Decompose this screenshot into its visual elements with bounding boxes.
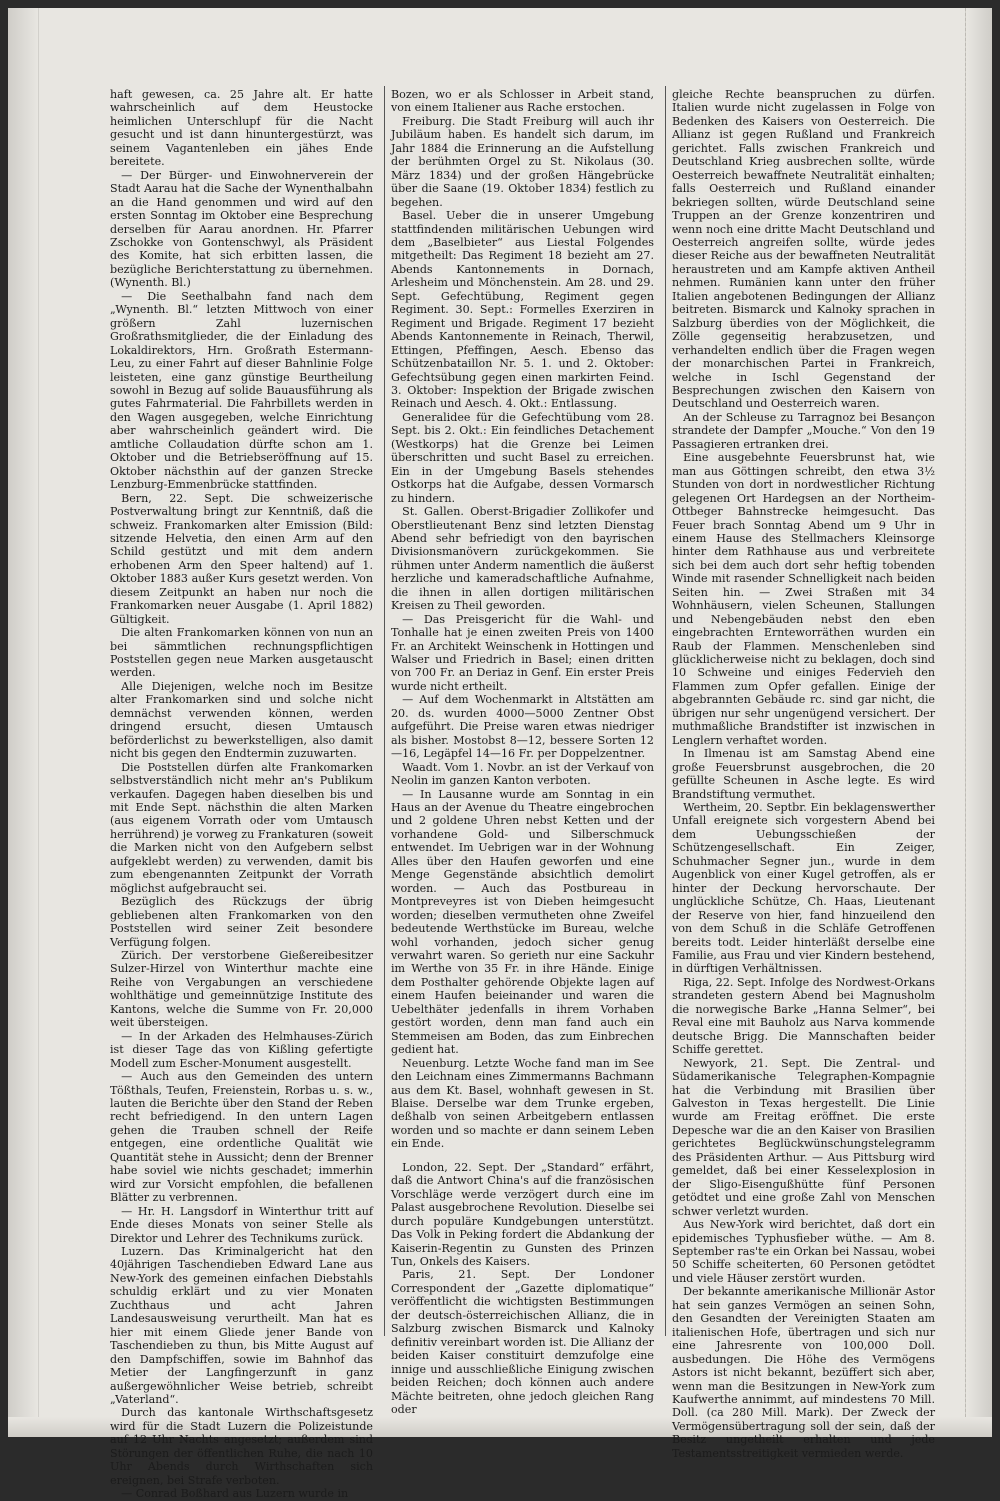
text-column-3: [672, 88, 935, 1460]
article-paragraph: — Das Preisgericht für die Wahl- und Tonhalle hat je einen zweiten Preis von 1400 Fr. an Architekt Weinschenk in Hottingen und Walser und Friedrich in Basel; einen dritten von 700 Fr. an Deriaz in Genf. Ein erster Preis wurde nicht ertheilt.: [391, 612, 654, 693]
article-paragraph: Die alten Frankomarken können von nun an bei sämmtlichen rechnungspflichtigen Poststellen gegen neue Marken ausgetauscht werden.: [110, 626, 373, 680]
article-paragraph: — Conrad Boßhard aus Luzern wurde in: [121, 1487, 349, 1501]
article-paragraph: — Die Seethalbahn fand nach dem „Wynenth. Bl.“ letzten Mittwoch von einer größern Zahl luzernischen Großrathsmitglieder, die der Einladung des Lokaldirektors, Hrn. Großrath Estermann-Leu, zu einer Fahrt auf dieser Bahnlinie Folge leisteten, eine ganz günstige Beurtheilung sowohl in Bezug auf solide Bauausführung als gutes Fahrmaterial. Die Fahrbillets werden in den Wagen ausgegeben, welche Einrichtung aber wahrscheinlich geändert wird. Die amtliche Collaudation dürfte schon am 1. Oktober und die Betriebseröffnung auf 15. Oktober nächsthin auf der ganzen Strecke Lenzburg-Emmenbrücke stattfinden.: [110, 289, 373, 492]
article-paragraph: Zürich. Der verstorbene Gießereibesitzer Sulzer-Hirzel von Winterthur machte eine Reihe von Vergabungen an verschiedene wohlthätige und gemeinnützige Institute des Kantons, welche die Summe von Fr. 20,000 weit übersteigen.: [110, 949, 373, 1030]
article-paragraph: Eine ausgebehnte Feuersbrunst hat, wie man aus Göttingen schreibt, den etwa 3½ Stunden von dort in nordwestlicher Richtung gelegenen Ort Hardegsen an der Northeim-Ottbeger Bahnstrecke heimgesucht. Das Feuer brach Sonntag Abend um 9 Uhr in einem Hause des Stellmachers Kleinsorge hinter dem Rathhause aus und verbreitete sich bei dem auch dort sehr heftig tobenden Winde mit rasender Schnelligkeit nach beiden Seiten hin. — Zwei Straßen mit 34 Wohnhäusern, vielen Scheunen, Stallungen und Nebengebäuden nebst den eben eingebrachten Ernteworräthen wurden ein Raub der Flammen. Menschenleben sind glücklicherweise nicht zu beklagen, doch sind 10 Schweine und einiges Federvieh den Flammen zum Opfer gefallen. Einige der abgebrannten Gebäude rc. sind gar nicht, die übrigen nur sehr ungenügend versichert. Der muthmaßliche Brandstifter ist inzwischen in Lenglern verhaftet worden.: [672, 451, 935, 747]
article-paragraph: Luzern. Das Kriminalgericht hat den 40jährigen Taschendieben Edward Lane aus New-York des gemeinen einfachen Diebstahls schuldig erklärt und zu vier Monaten Zuchthaus und acht Jahren Landesausweisung verurtheilt. Man hat es hier mit einem Gliede jener Bande von Taschendieben zu thun, bis Mitte August auf den Dampfschiffen, sowie im Bahnhof das Metier der Langfingerzunft in ganz außergewöhnlicher Weise betrieb, schreibt „Vaterland“.: [110, 1244, 373, 1406]
article-paragraph: An der Schleuse zu Tarragnoz bei Besançon strandete der Dampfer „Mouche.“ Von den 19 Passagieren ertranken drei.: [672, 410, 935, 451]
article-paragraph: — In Lausanne wurde am Sonntag in ein Haus an der Avenue du Theatre eingebrochen und 2 goldene Uhren nebst Ketten und der vorhandene Gold- und Silberschmuck entwendet. Im Uebrigen war in der Wohnung Alles über den Haufen geworfen und eine Menge Gegenstände absichtlich demolirt worden. — Auch das Postbureau in Montpreveyres ist von Dieben heimgesucht worden; dieselben vermutheten ohne Zweifel bedeutende Werthstücke im Bureau, welche wohl vorhanden, jedoch sicher genug verwahrt waren. So gerieth nur eine Sackuhr im Werthe von 35 Fr. in ihre Hände. Einige dem Posthalter gehörende Objekte lagen auf einem Haufen beieinander und waren die Uebelthäter jedenfalls in ihrem Vorhaben gestört worden, denn man fand auch ein Stemmeisen am Boden, das zum Einbrechen gedient hat.: [391, 787, 654, 1057]
article-paragraph: — Auf dem Wochenmarkt in Altstätten am 20. ds. wurden 4000—5000 Zentner Obst aufgeführt. Die Preise waren etwas niedriger als bisher. Mostobst 8—12, bessere Sorten 12—16, Legäpfel 14—16 Fr. per Doppelzentner.: [391, 693, 654, 761]
article-paragraph: haft gewesen, ca. 25 Jahre alt. Er hatte wahrscheinlich auf dem Heustocke heimlichen Unterschlupf für die Nacht gesucht und ist dann hinuntergestürzt, was seinem Vagantenleben ein jähes Ende bereitete.: [110, 88, 373, 169]
article-paragraph: Basel. Ueber die in unserer Umgebung stattfindenden militärischen Uebungen wird dem „Baselbieter“ aus Liestal Folgendes mitgetheilt: Das Regiment 18 bezieht am 27. Abends Kantonnements in Dornach, Arlesheim und Mönchenstein. Am 28. und 29. Sept. Gefechtübung, Regiment gegen Regiment. 30. Sept.: Formelles Exerziren in Regiment und Brigade. Regiment 17 bezieht Abends Kantonnemente in Reinach, Therwil, Ettingen, Pfeffingen, Aesch. Ebenso das Schützenbataillon Nr. 5. 1. und 2. Oktober: Gefechtsübung gegen einen markirten Feind. 3. Oktober: Inspektion der Brigade zwischen Reinach und Aesch. 4. Okt.: Entlassung.: [391, 209, 654, 411]
article-paragraph: St. Gallen. Oberst-Brigadier Zollikofer und Oberstlieutenant Benz sind letzten Dienstag Abend sehr befriedigt von den bayrischen Divisionsmanövern zurückgekommen. Sie rühmen unter Anderm namentlich die äußerst herzliche und kameradschaftliche Aufnahme, die ihnen in allen dortigen militärischen Kreisen zu Theil geworden.: [391, 505, 654, 613]
article-paragraph: Waadt. Vom 1. Novbr. an ist der Verkauf von Neolin im ganzen Kanton verboten.: [391, 760, 654, 788]
article-paragraph: Bozen, wo er als Schlosser in Arbeit stand, von einem Italiener aus Rache erstochen.: [391, 88, 654, 115]
article-paragraph: London, 22. Sept. Der „Standard“ erfährt, daß die Antwort China's auf die französischen Vorschläge werde verzögert durch eine im Palast ausgebrochene Revolution. Dieselbe sei durch populäre Kundgebungen unterstützt. Das Volk in Peking fordert die Abdankung der Kaiserin-Regentin zu Gunsten des Prinzen Tun, Onkels des Kaisers.: [391, 1160, 654, 1268]
article-paragraph: Wertheim, 20. Septbr. Ein beklagenswerther Unfall ereignete sich vorgestern Abend bei dem Uebungsschießen der Schützengesellschaft. Ein Zeiger, Schuhmacher Segner jun., wurde in dem Augenblick von einer Kugel getroffen, als er hinter der Deckung hervorschaute. Der unglückliche Schütze, Ch. Haas, Lieutenant der Reserve von hier, fand hinzueilend den von dem Schuß in die Schläfe Getroffenen bereits todt. Leider hinterläßt derselbe eine Familie, aus Frau und vier Kindern bestehend, in dürftigen Verhältnissen.: [672, 801, 935, 976]
text-column-1: [110, 88, 373, 1501]
article-paragraph: Newyork, 21. Sept. Die Zentral- und Südamerikanische Telegraphen-Kompagnie hat die Verbindung mit Brasilien über Galveston in Texas hergestellt. Die Linie wurde am Freitag eröffnet. Die erste Depesche war die an den Kaiser von Brasilien gerichtetes Beglückwünschungstelegramm des Präsidenten Arthur. — Aus Pittsburg wird gemeldet, daß bei einer Kesselexplosion in der Sligo-Eisengußhütte fünf Personen getödtet und eine große Zahl von Menschen schwer verletzt wurden.: [672, 1056, 935, 1218]
article-paragraph: Paris, 21. Sept. Der Londoner Correspondent der „Gazette diplomatique“ veröffentlicht die wichtigsten Bestimmungen der deutsch-österreichischen Allianz, die in Salzburg zwischen Bismarck und Kalnoky definitiv vereinbart worden ist. Die Allianz der beiden Kaiser constituirt demzufolge eine innige und ausschließliche Einigung zwischen beiden Reichen; doch können auch andere Mächte beitreten, ohne jedoch gleichen Rang oder: [391, 1268, 654, 1416]
article-paragraph: Aus New-York wird berichtet, daß dort ein epidemisches Typhusfieber wüthe. — Am 8. September ras'te ein Orkan bei Nassau, wobei 50 Schiffe scheiterten, 60 Personen getödtet und viele Häuser zerstört wurden.: [672, 1218, 935, 1285]
page-binding-edge-right: [965, 8, 992, 1437]
newspaper-page: [8, 8, 992, 1501]
article-paragraph: — Auch aus den Gemeinden des untern Tößthals, Teufen, Freienstein, Rorbas u. s. w., lauten die Berichte über den Stand der Reben recht befriedigend. In den untern Lagen gehen die Trauben schnell der Reife entgegen, eine ordentliche Qualität wie Quantität stehe in Aussicht; denn der Brenner habe soviel wie nichts geschadet; immerhin wird zur Vorsicht empfohlen, die befallenen Blätter zu verbrennen.: [110, 1070, 373, 1205]
article-paragraph: Alle Diejenigen, welche noch im Besitze alter Frankomarken sind und solche nicht demnächst verwenden können, werden dringend ersucht, diesen Umtausch beförderlichst zu bewerkstelligen, also damit nicht bis gegen den Endtermin zuzuwarten.: [110, 679, 373, 761]
article-paragraph: Neuenburg. Letzte Woche fand man im See den Leichnam eines Zimmermanns Bachmann aus dem Kt. Basel, wohnhaft gewesen in St. Blaise. Derselbe war dem Trunke ergeben, deßhalb von seinen Arbeitgebern entlassen worden und so machte er dann seinem Leben ein Ende.: [391, 1056, 654, 1151]
article-paragraph: Riga, 22. Sept. Infolge des Nordwest-Orkans strandeten gestern Abend bei Magnusholm die norwegische Barke „Hanna Selmer“, bei Reval eine mit Bauholz aus Narva kommende deutsche Brigg. Die Mannschaften beider Schiffe gerettet.: [672, 975, 935, 1057]
column-rule-1: [384, 86, 385, 1336]
article-paragraph: — Der Bürger- und Einwohnerverein der Stadt Aarau hat die Sache der Wynenthalbahn an die Hand genommen und wird auf den ersten Sonntag im Oktober eine Besprechung derselben für Aarau anordnen. Hr. Pfarrer Zschokke von Gontenschwyl, als Präsident des Komite, hat sich erbitten lassen, die bezügliche Berichterstattung zu übernehmen. (Wynenth. Bl.): [110, 168, 373, 290]
article-paragraph: In Ilmenau ist am Samstag Abend eine große Feuersbrunst ausgebrochen, die 20 gefüllte Scheunen in Asche legte. Es wird Brandstiftung vermuthet.: [672, 747, 935, 801]
article-paragraph: Der bekannte amerikanische Millionär Astor hat sein ganzes Vermögen an seinen Sohn, den Gesandten der Vereinigten Staaten am italienischen Hofe, übertragen und sich nur eine Jahresrente von 100,000 Doll. ausbedungen. Die Höhe des Vermögens Astors ist nicht bekannt, bezüffert sich aber, wenn man die Besitzungen in New-York zum Kaufwerthe annimmt, auf mindestens 70 Mill. Doll. (ca 280 Mill. Mark). Der Zweck der Vermögensübertragung soll der sein, daß der Besitz ungetheilt erhalten und jede Testamentsstreitigkeit vermieden werde.: [672, 1285, 935, 1460]
article-paragraph: — Hr. H. Langsdorf in Winterthur tritt auf Ende dieses Monats von seiner Stelle als Direktor und Lehrer des Technikums zurück.: [110, 1204, 373, 1245]
page-binding-edge-left: [8, 8, 39, 1437]
article-paragraph: gleiche Rechte beanspruchen zu dürfen. Italien wurde nicht zugelassen in Folge von Bedenken des Kaisers von Oesterreich. Die Allianz ist gegen Rußland und Frankreich gerichtet. Falls zwischen Frankreich und Deutschland Krieg ausbrechen sollte, würde Oesterreich bewaffnete Neutralität einhalten; falls Oesterreich und Rußland einander bekriegen sollten, würde Deutschland seine Truppen an der Grenze konzentriren und wenn noch eine dritte Macht Deutschland und Oesterreich angreifen sollte, würde jedes dieser Reiche aus der bewaffneten Neutralität heraustreten und am Kampfe aktiven Antheil nehmen. Rumänien kann unter den früher Italien angebotenen Bedingungen der Allianz beitreten. Bismarck und Kalnoky sprachen in Salzburg überdies von der Möglichkeit, die Zölle gegenseitig herabzusetzen, und verhandelten endlich über die Fragen wegen der monarchischen Partei in Frankreich, welche in Ischl Gegenstand der Besprechungen zwischen den Kaisern von Deutschland und Oesterreich waren.: [672, 88, 935, 411]
text-column-2: [391, 88, 654, 1416]
article-paragraph: Freiburg. Die Stadt Freiburg will auch ihr Jubiläum haben. Es handelt sich darum, im Jahr 1884 die Erinnerung an die Aufstellung der berühmten Orgel zu St. Nikolaus (30. März 1834) und der großen Hängebrücke über die Saane (19. Oktober 1834) festlich zu begehen.: [391, 114, 654, 209]
article-paragraph: Generalidee für die Gefechtübung vom 28. Sept. bis 2. Okt.: Ein feindliches Detachement (Westkorps) hat die Grenze bei Leimen überschritten und sucht Basel zu erreichen. Ein in der Umgebung Basels stehendes Ostkorps hat die Aufgabe, dessen Vormarsch zu hindern.: [391, 410, 654, 505]
article-paragraph: — In der Arkaden des Helmhauses-Zürich ist dieser Tage das von Kißling gefertigte Modell zum Escher-Monument ausgestellt.: [110, 1029, 373, 1070]
column-rule-2: [665, 86, 666, 1336]
article-paragraph: Bern, 22. Sept. Die schweizerische Postverwaltung bringt zur Kenntniß, daß die schweiz. Frankomarken alter Emission (Bild: sitzende Helvetia, den einen Arm auf den Schild gestützt und mit dem andern erhobenen Arm den Speer haltend) auf 1. Oktober 1883 außer Kurs gesetzt werden. Von diesem Zeitpunkt an haben nur noch die Frankomarken neuer Ausgabe (1. April 1882) Gültigkeit.: [110, 491, 373, 626]
article-paragraph: Die Poststellen dürfen alte Frankomarken selbstverständlich nicht mehr an's Publikum verkaufen. Dagegen haben dieselben bis und mit Ende Sept. nächsthin die alten Marken (aus eigenem Vorrath oder vom Umtausch herrührend) je vorweg zu Frankaturen (soweit die Marken nicht von den Aufgebern selbst aufgeklebt werden) zu verwenden, damit bis zum ebengenannten Zeitpunkt der Vorrath möglichst aufgebraucht sei.: [110, 760, 373, 895]
article-paragraph: Durch das kantonale Wirthschaftsgesetz wird für die Stadt Luzern die Polizeistunde auf 12 Uhr Nachts angesetzt; außerdem sind Störungen der öffentlichen Ruhe, die nach 10 Uhr Abends durch Wirthschaften sich ereignen, bei Strafe verboten.: [110, 1406, 373, 1487]
article-paragraph: Bezüglich des Rückzugs der übrig gebliebenen alten Frankomarken von den Poststellen wird seiner Zeit besondere Verfügung folgen.: [110, 895, 373, 949]
